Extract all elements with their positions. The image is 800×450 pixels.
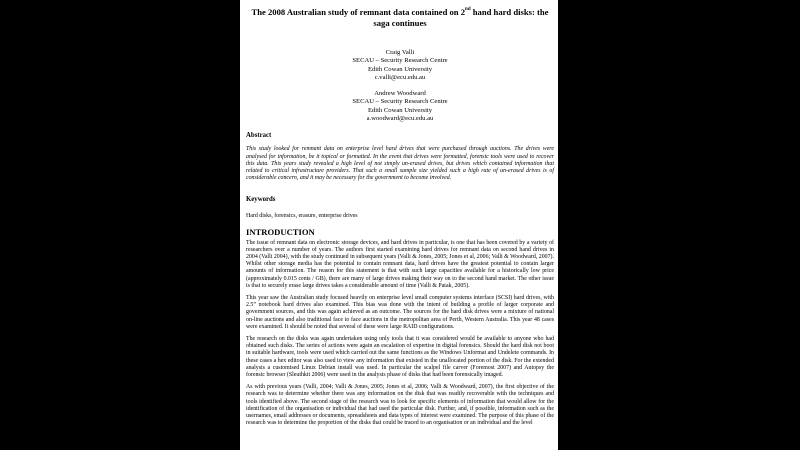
author-university: Edith Cowan University [367,106,433,114]
body-paragraph: As with previous years (Valli, 2004; Valli & Jones, 2005; Jones et al, 2006; Valli & Woodward, 2007), the first objective of the research was to determine whether there was any information on the disk that was readily recoverable with the techniques and tools identified above. The second stage of the research was to look for specific elements of information that would allow for the identification of the organisation or individual that had used the particular disk. Further, and, if possible, information such as the usernames, email addresses or documents, spreadsheets and data types of interest were examined. The purpose of this phase of the research was to determine the proportion of the disks that could be traced to an organisation or an individual and the level [246,384,554,427]
author-email: c.valli@ecu.edu.au [374,73,426,81]
author-block-1 [246,49,554,82]
paper-title [246,4,554,29]
keywords-heading: Keywords [246,196,276,204]
page-content [240,0,558,427]
title-part2: hand hard disks: the saga continues [373,7,549,28]
body-paragraph: This year saw the Australian study focused heavily on enterprise level small computer systems interface (SCSI) hard drives, with 2.5” notebook hard drives also examined. This bias was done with the intent of building a profile of larger corporate and government sources, and this was again achieved as an outcome. The sources for the hard disk drives were a mixture of national on-line auctions and also traditional face to face auctions in the metropolitan area of Perth, Western Australia. This year 48 cases were examined. It should be noted that several of these were large RAID configurations. [246,295,554,330]
author-block-2 [246,90,554,123]
title-superscript: nd [465,7,471,12]
author-name: Andrew Woodward [374,90,426,98]
abstract-heading: Abstract [246,132,272,140]
document-page [240,0,558,450]
author-email: a.woodward@ecu.edu.au [366,115,434,123]
abstract-text: This study looked for remnant data on enterprise level hard drives that were purchased through auctions. The drives were analysed for information, be it topical or formatted. In the event that drives were formatted, forensic tools were used to recover this data. This years study revealed a high level of not simply un-erased drives, but drives which contained information that related to critical infrastructure providers. That such a small sample size yielded such a high rate of un-erased drives is of considerable concern, and it may be necessary for the government to become involved. [246,146,554,182]
introduction-heading: INTRODUCTION [246,226,315,237]
keywords-text: Hard disks, forensics, erasure, enterprise drives [246,213,358,220]
author-affiliation: SECAU – Security Research Centre [352,57,448,65]
author-name: Craig Valli [385,49,415,56]
author-university: Edith Cowan University [367,65,433,73]
body-paragraph: The research on the disks was again undertaken using only tools that it was considered would be available to anyone who had obtained such disks. The series of actions were again an escalation of expertise in digital forensics. Should the hard disk not boot in suitable hardware, tools were used which carried out the same functions as the Windows Unformat and Undelete commands. In these cases a hex editor was also used to view any information that existed in the unallocated portion of the disk. For the extended analysis a customised Linux Debian install was used. In particular the scalpel file carver (Foremost 2007) and Autopsy the forensic browser (Sleuthkit 2006) were used in the analysis phase of disks that had been forensically imaged. [246,336,554,379]
title-part1: The 2008 Australian study of remnant data contained on 2 [251,7,466,17]
author-affiliation: SECAU – Security Research Centre [352,98,448,106]
body-paragraph: The issue of remnant data on electronic storage devices, and hard drives in particular, is one that has been covered by a variety of researchers over a number of years. The authors first started examining hard drives for remnant data on second hand drives in 2004 (Valli 2004), with the study continued in subsequent years (Valli & Jones, 2005; Jones et al, 2006; Valli & Woodward, 2007). Whilst other storage media has the potential to contain remnant data, hard drives have the greatest potential to contain larger amounts of information. The reason for this statement is that with such large capacities available for a historically low price (approximately 0.015 cents / GB), there are many of large drives making their way on to the second hand market. The other issue is that to securely erase large drives takes a considerable amount of time (Valli & Patak, 2005). [246,239,554,289]
